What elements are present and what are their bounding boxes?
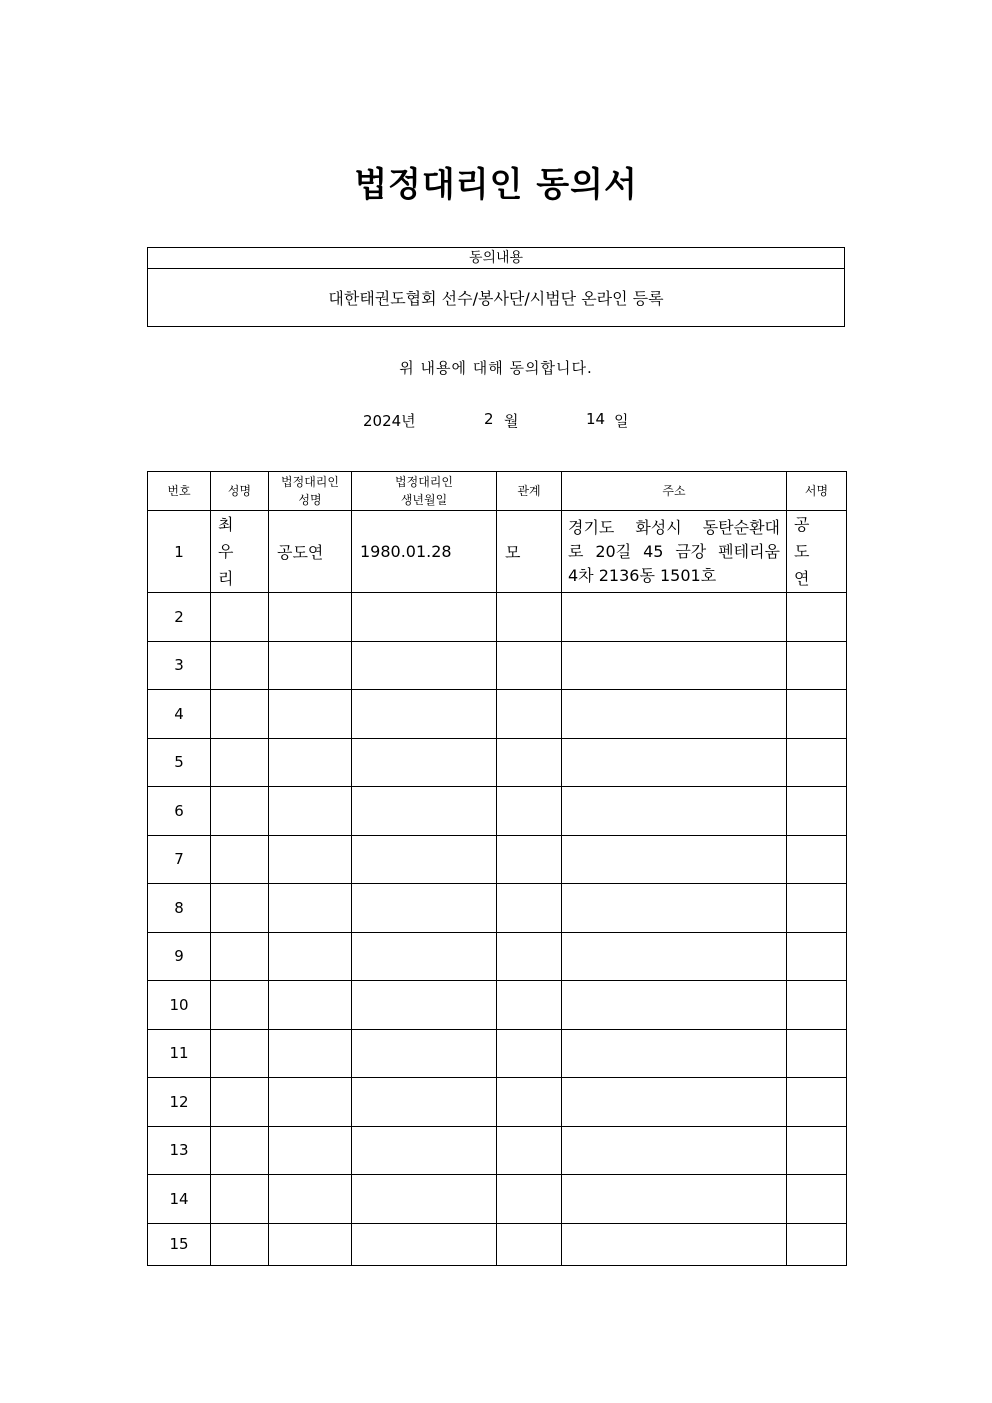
- table-row: [148, 511, 847, 593]
- address-line1: 경기도 화성시 동탄순환대: [568, 517, 780, 537]
- table-row: [148, 593, 847, 642]
- guardian-birth-cell[interactable]: [352, 787, 497, 836]
- signature-line2: 연: [794, 569, 819, 588]
- address-line2: 로 20길 45 금강 펜테리움: [568, 541, 780, 561]
- participant-name-cell[interactable]: [211, 787, 269, 836]
- participant-name-cell[interactable]: [211, 1078, 269, 1127]
- agreement-statement: 위 내용에 대해 동의합니다.: [399, 359, 593, 377]
- guardian-name-cell[interactable]: [269, 1029, 352, 1078]
- signature-cell[interactable]: [787, 981, 847, 1030]
- row-number: 8: [148, 884, 211, 933]
- guardian-table: [147, 471, 847, 1266]
- guardian-name-cell[interactable]: [269, 690, 352, 739]
- participant-name-cell[interactable]: [211, 1029, 269, 1078]
- relation-cell[interactable]: [497, 787, 562, 836]
- participant-name-cell[interactable]: [211, 981, 269, 1030]
- date-day-unit: 일: [614, 412, 629, 430]
- document-title: 법정대리인 동의서: [354, 165, 638, 205]
- address: [562, 511, 787, 593]
- header-no: 번호: [148, 472, 211, 511]
- signature: [787, 511, 847, 593]
- date-month: 2: [484, 410, 494, 428]
- row-number: 14: [148, 1175, 211, 1224]
- participant-name-line1: 최 우: [218, 515, 243, 561]
- date-day: 14: [586, 410, 606, 428]
- row-number: 13: [148, 1126, 211, 1175]
- relation-cell[interactable]: [497, 1126, 562, 1175]
- header-guardian-birth: [352, 472, 497, 511]
- row-number: 15: [148, 1223, 211, 1265]
- relation-cell[interactable]: [497, 1175, 562, 1224]
- guardian-birth-cell[interactable]: [352, 641, 497, 690]
- relation-cell[interactable]: [497, 932, 562, 981]
- signature-cell[interactable]: [787, 787, 847, 836]
- relation-cell[interactable]: [497, 835, 562, 884]
- relation-cell[interactable]: [497, 981, 562, 1030]
- address-cell[interactable]: [562, 1078, 787, 1127]
- header-guardian-birth-line2: 생년월일: [400, 493, 448, 507]
- table-row: [148, 981, 847, 1030]
- signature-cell[interactable]: [787, 884, 847, 933]
- guardian-name: 공도연: [269, 511, 352, 593]
- empty-rows: [148, 593, 847, 1266]
- table-row: [148, 787, 847, 836]
- relation-cell[interactable]: [497, 1223, 562, 1265]
- guardian-birth-cell[interactable]: [352, 1126, 497, 1175]
- relation-cell[interactable]: [497, 1029, 562, 1078]
- address-cell[interactable]: [562, 835, 787, 884]
- participant-name: [211, 511, 269, 593]
- table-row: [148, 1029, 847, 1078]
- address-cell[interactable]: [562, 641, 787, 690]
- guardian-birth-cell[interactable]: [352, 1078, 497, 1127]
- relation-cell[interactable]: [497, 884, 562, 933]
- row-number: 1: [148, 511, 211, 593]
- row-number: 10: [148, 981, 211, 1030]
- table-header-row: [148, 472, 847, 511]
- guardian-name-cell[interactable]: [269, 835, 352, 884]
- signature-cell[interactable]: [787, 1175, 847, 1224]
- guardian-birth-cell[interactable]: [352, 1029, 497, 1078]
- guardian-name-cell[interactable]: [269, 1126, 352, 1175]
- guardian-birth-cell[interactable]: [352, 884, 497, 933]
- guardian-name-cell[interactable]: [269, 981, 352, 1030]
- header-address: 주소: [562, 472, 787, 511]
- header-signature: 서명: [787, 472, 847, 511]
- guardian-birth-cell[interactable]: [352, 932, 497, 981]
- guardian-birth-cell[interactable]: [352, 1175, 497, 1224]
- guardian-name-cell[interactable]: [269, 932, 352, 981]
- guardian-birth-cell[interactable]: [352, 1223, 497, 1265]
- table-row: [148, 1175, 847, 1224]
- participant-name-cell[interactable]: [211, 1223, 269, 1265]
- relation-cell[interactable]: [497, 690, 562, 739]
- date-year: 2024년: [363, 412, 416, 430]
- table-row: [148, 1126, 847, 1175]
- table-row: [148, 738, 847, 787]
- table-row: [148, 1223, 847, 1265]
- participant-name-cell[interactable]: [211, 1126, 269, 1175]
- signature-line1: 공 도: [794, 515, 819, 561]
- row-number: 4: [148, 690, 211, 739]
- relation-cell[interactable]: [497, 593, 562, 642]
- guardian-birth-cell[interactable]: [352, 835, 497, 884]
- consent-header: 동의내용: [148, 248, 844, 269]
- signature-cell[interactable]: [787, 932, 847, 981]
- participant-name-cell[interactable]: [211, 1175, 269, 1224]
- signature-cell[interactable]: [787, 593, 847, 642]
- guardian-name-cell[interactable]: [269, 1223, 352, 1265]
- header-guardian-name-line2: 성명: [298, 493, 322, 507]
- address-cell[interactable]: [562, 593, 787, 642]
- guardian-birth-cell[interactable]: [352, 738, 497, 787]
- participant-name-cell[interactable]: [211, 932, 269, 981]
- relation-cell[interactable]: [497, 1078, 562, 1127]
- signature-cell[interactable]: [787, 835, 847, 884]
- address-cell[interactable]: [562, 932, 787, 981]
- participant-name-cell[interactable]: [211, 641, 269, 690]
- guardian-name-cell[interactable]: [269, 641, 352, 690]
- address-cell[interactable]: [562, 1029, 787, 1078]
- table-row: [148, 1078, 847, 1127]
- row-number: 7: [148, 835, 211, 884]
- row-number: 6: [148, 787, 211, 836]
- header-relation: 관계: [497, 472, 562, 511]
- guardian-name-cell[interactable]: [269, 884, 352, 933]
- relation-cell[interactable]: [497, 641, 562, 690]
- date-line: [0, 410, 992, 432]
- header-name: 성명: [211, 472, 269, 511]
- guardian-name-cell[interactable]: [269, 738, 352, 787]
- signature-cell[interactable]: [787, 690, 847, 739]
- participant-name-cell[interactable]: [211, 835, 269, 884]
- address-cell[interactable]: [562, 738, 787, 787]
- date-month-unit: 월: [504, 412, 519, 430]
- participant-name-cell[interactable]: [211, 738, 269, 787]
- address-cell[interactable]: [562, 1175, 787, 1224]
- table-row: [148, 690, 847, 739]
- address-cell[interactable]: [562, 1223, 787, 1265]
- guardian-birth-cell[interactable]: [352, 593, 497, 642]
- guardian-birth-cell[interactable]: [352, 981, 497, 1030]
- guardian-name-cell[interactable]: [269, 787, 352, 836]
- header-guardian-name: [269, 472, 352, 511]
- relation: 모: [497, 511, 562, 593]
- participant-name-cell[interactable]: [211, 593, 269, 642]
- table-row: [148, 835, 847, 884]
- signature-cell[interactable]: [787, 1078, 847, 1127]
- relation-cell[interactable]: [497, 738, 562, 787]
- row-number: 2: [148, 593, 211, 642]
- guardian-name-cell[interactable]: [269, 1175, 352, 1224]
- consent-content: 대한태권도협회 선수/봉사단/시범단 온라인 등록: [328, 289, 664, 308]
- guardian-birth-cell[interactable]: [352, 690, 497, 739]
- table-row: [148, 884, 847, 933]
- row-number: 11: [148, 1029, 211, 1078]
- guardian-name-cell[interactable]: [269, 593, 352, 642]
- address-cell[interactable]: [562, 690, 787, 739]
- header-guardian-birth-line1: 법정대리인: [395, 475, 453, 489]
- signature-cell[interactable]: [787, 1029, 847, 1078]
- signature-cell[interactable]: [787, 738, 847, 787]
- guardian-birth: 1980.01.28: [352, 511, 497, 593]
- signature-cell[interactable]: [787, 1126, 847, 1175]
- address-cell[interactable]: [562, 1126, 787, 1175]
- signature-cell[interactable]: [787, 641, 847, 690]
- address-cell[interactable]: [562, 884, 787, 933]
- address-line3: 4차 2136동 1501호: [568, 565, 717, 585]
- row-number: 9: [148, 932, 211, 981]
- address-cell[interactable]: [562, 981, 787, 1030]
- table-row: [148, 641, 847, 690]
- consent-box: [147, 247, 845, 327]
- row-number: 3: [148, 641, 211, 690]
- participant-name-line2: 리: [218, 569, 243, 588]
- address-cell[interactable]: [562, 787, 787, 836]
- table-row: [148, 932, 847, 981]
- participant-name-cell[interactable]: [211, 884, 269, 933]
- signature-cell[interactable]: [787, 1223, 847, 1265]
- participant-name-cell[interactable]: [211, 690, 269, 739]
- guardian-name-cell[interactable]: [269, 1078, 352, 1127]
- header-guardian-name-line1: 법정대리인: [281, 475, 339, 489]
- row-number: 12: [148, 1078, 211, 1127]
- row-number: 5: [148, 738, 211, 787]
